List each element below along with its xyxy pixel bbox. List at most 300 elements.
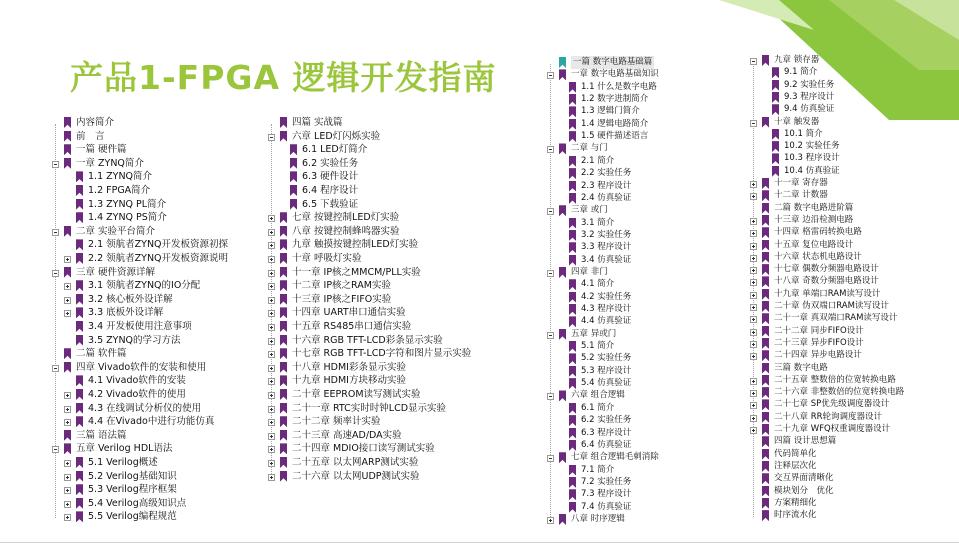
collapse-toggle-icon[interactable] [750, 120, 757, 127]
bookmark-icon [762, 387, 769, 398]
expand-toggle-icon[interactable] [268, 297, 275, 304]
bookmark-label: 二十四章 异步电路设计 [774, 350, 862, 361]
bookmark-label: 1.4 逻辑电路简介 [581, 118, 649, 129]
expand-toggle-icon[interactable] [268, 365, 275, 372]
bookmark-icon [569, 292, 576, 303]
bookmark-icon [64, 267, 71, 278]
expand-toggle-icon[interactable] [268, 378, 275, 385]
tree-guide-line [550, 64, 551, 521]
bookmark-label: 3.5 ZYNQ的学习方法 [88, 334, 181, 346]
tree-guide-line [753, 62, 754, 517]
collapse-toggle-icon[interactable] [547, 455, 554, 462]
bookmark-label: 二十六章 以太网UDP测试实验 [292, 470, 420, 482]
bookmark-label: 5.2 Verilog基础知识 [88, 470, 177, 482]
expand-toggle-icon[interactable] [64, 283, 71, 290]
bookmark-icon [76, 253, 83, 264]
bookmark-label: 6.3 程序设计 [581, 427, 632, 438]
bookmark-icon [280, 416, 287, 427]
bookmark-label: 二十五章 以太网ARP测试实验 [292, 457, 419, 468]
bookmark-label: 5.5 Verilog编程规范 [88, 511, 177, 523]
collapse-toggle-icon[interactable] [547, 208, 554, 215]
bookmark-icon [569, 279, 576, 290]
expand-toggle-icon[interactable] [268, 474, 275, 481]
bookmark-icon [569, 465, 576, 476]
bookmark-label: 二十五章 整数倍的位宽转换电路 [774, 374, 896, 385]
expand-toggle-icon[interactable] [750, 243, 757, 250]
expand-toggle-icon[interactable] [750, 329, 757, 336]
expand-toggle-icon[interactable] [750, 218, 757, 225]
bookmark-label: 六章 组合逻辑 [571, 390, 625, 401]
expand-toggle-icon[interactable] [268, 215, 275, 222]
expand-toggle-icon[interactable] [750, 415, 757, 422]
bookmark-label: 二篇 软件篇 [76, 348, 127, 360]
bookmark-icon [772, 166, 779, 177]
bookmark-label: 十八章 奇数分频器电路设计 [774, 276, 879, 287]
bookmark-icon [559, 205, 566, 216]
bookmark-icon [762, 313, 769, 324]
bookmark-icon [772, 141, 779, 152]
bookmark-label: 1.2 FPGA简介 [88, 185, 151, 196]
bookmark-icon [569, 106, 576, 117]
bookmark-label: 二十四章 MDIO接口读写测试实验 [292, 443, 435, 455]
bookmark-label: 4.2 实验任务 [581, 291, 632, 302]
bookmark-label: 十章 触发器 [774, 116, 820, 127]
bookmark-label: 九章 触摸按键控制LED灯实验 [292, 239, 419, 251]
bookmark-label: 交互界面清晰化 [774, 473, 834, 484]
bookmark-label: 4.4 在Vivado中进行功能仿真 [88, 416, 215, 428]
expand-toggle-icon[interactable] [64, 460, 71, 467]
bookmark-label: 十二章 IP核之RAM实验 [292, 280, 391, 292]
expand-toggle-icon[interactable] [268, 406, 275, 413]
bookmark-icon [280, 117, 287, 128]
bookmark-label: 内容简介 [76, 117, 115, 128]
expand-toggle-icon[interactable] [64, 474, 71, 481]
expand-toggle-icon[interactable] [547, 517, 554, 524]
expand-toggle-icon[interactable] [750, 353, 757, 360]
bookmark-icon [762, 510, 769, 521]
bookmark-label: 3.1 领航者ZYNQ的IO分配 [88, 280, 201, 292]
bookmark-label: 七章 按键控制LED灯实验 [292, 212, 400, 224]
collapse-toggle-icon[interactable] [52, 365, 59, 372]
bookmark-label: 十七章 RGB TFT-LCD字符和图片显示实验 [292, 348, 472, 360]
bookmark-label: 2.2 实验任务 [581, 168, 632, 179]
expand-toggle-icon[interactable] [750, 316, 757, 323]
bookmark-icon [559, 143, 566, 154]
bookmark-label: 四篇 设计思想篇 [774, 436, 837, 447]
bookmark-label: 十九章 HDMI方块移动实验 [292, 375, 406, 387]
page-title: 产品1-FPGA 逻辑开发指南 [70, 58, 497, 97]
bookmark-icon [76, 307, 83, 318]
bookmark-label: 十五章 复位电路设计 [774, 239, 854, 250]
expand-toggle-icon[interactable] [268, 433, 275, 440]
collapse-toggle-icon[interactable] [52, 446, 59, 453]
bookmark-icon [569, 193, 576, 204]
bookmark-label: 十六章 状态机电路设计 [774, 251, 862, 262]
collapse-toggle-icon[interactable] [268, 134, 275, 141]
bookmark-icon [76, 171, 83, 182]
collapse-toggle-icon[interactable] [750, 58, 757, 65]
bookmark-icon [762, 375, 769, 386]
expand-toggle-icon[interactable] [750, 378, 757, 385]
bookmark-icon [569, 82, 576, 93]
bookmark-label: 3.2 实验任务 [581, 229, 632, 240]
bookmark-icon [280, 348, 287, 359]
bookmark-label: 3.3 底板外设详解 [88, 307, 164, 319]
bookmark-icon [280, 267, 287, 278]
bookmark-icon [762, 190, 769, 201]
expand-toggle-icon[interactable] [268, 283, 275, 290]
bookmark-icon [290, 171, 297, 182]
bookmark-icon [569, 477, 576, 488]
bookmark-icon [64, 158, 71, 169]
bookmark-label: 4.3 程序设计 [581, 304, 632, 314]
bookmark-label: 方案精细化 [774, 497, 817, 508]
bookmark-label: 十九章 单端口RAM读写设计 [774, 288, 881, 299]
bookmark-icon [762, 240, 769, 251]
bookmark-label: 5.1 简介 [581, 341, 615, 352]
bookmark-label: 四篇 实战篇 [292, 117, 343, 128]
bookmark-icon [762, 178, 769, 189]
bookmark-icon [569, 341, 576, 352]
bookmark-icon [762, 461, 769, 472]
bookmark-icon [569, 353, 576, 364]
bookmark-icon [280, 239, 287, 250]
bookmark-label: 三章 或门 [571, 205, 608, 216]
bookmark-label: 9.1 简介 [784, 67, 818, 78]
bookmark-label: 6.1 LED灯简介 [302, 144, 368, 156]
expand-toggle-icon[interactable] [64, 297, 71, 304]
expand-toggle-icon[interactable] [750, 230, 757, 237]
bookmark-icon [762, 338, 769, 349]
bookmark-label: 5.4 Verilog高级知识点 [88, 497, 187, 509]
bookmark-icon [762, 350, 769, 361]
collapse-toggle-icon[interactable] [547, 393, 554, 400]
bookmark-icon [76, 212, 83, 223]
bookmark-icon [762, 264, 769, 275]
bookmark-icon [76, 389, 83, 400]
bookmark-icon [280, 443, 287, 454]
bookmark-icon [76, 335, 83, 346]
bookmark-label: 注释层次化 [774, 460, 817, 471]
bookmark-icon [569, 218, 576, 229]
bookmark-label: 八章 时序逻辑 [571, 513, 625, 524]
bookmark-icon [64, 348, 71, 359]
bookmark-label: 2.1 简介 [581, 155, 615, 166]
bookmark-icon [76, 280, 83, 291]
bookmark-icon [76, 294, 83, 305]
bookmark-label: 3.2 核心板外设详解 [88, 293, 173, 305]
bookmark-label: 二十七章 SP优先级调度器设计 [774, 399, 890, 410]
bookmark-label: 五章 Verilog HDL语法 [76, 443, 173, 455]
bookmark-icon [762, 412, 769, 423]
bookmark-label: 6.1 简介 [581, 402, 615, 413]
bookmark-label: 七章 组合逻辑毛刺消除 [571, 452, 659, 463]
bookmark-label: 一篇 硬件篇 [76, 144, 127, 156]
expand-toggle-icon[interactable] [750, 402, 757, 409]
bookmark-icon [280, 280, 287, 291]
bookmark-icon [569, 502, 576, 513]
collapse-toggle-icon[interactable] [52, 270, 59, 277]
bookmark-label: 5.2 实验任务 [581, 353, 632, 364]
bookmark-icon [64, 226, 71, 237]
bookmark-label: 6.4 仿真验证 [581, 439, 632, 450]
expand-toggle-icon[interactable] [750, 181, 757, 188]
bookmark-label: 9.2 实验任务 [784, 79, 835, 90]
collapse-toggle-icon[interactable] [52, 229, 59, 236]
bookmark-icon [569, 440, 576, 451]
bookmark-label: 二十一章 RTC实时时钟LCD显示实验 [292, 402, 447, 414]
bookmark-label: 六章 LED灯闪烁实验 [292, 130, 381, 142]
bookmark-label: 10.1 简介 [784, 128, 823, 139]
bookmark-icon [762, 289, 769, 300]
bookmark-label: 十八章 HDMI彩条显示实验 [292, 361, 406, 373]
bookmark-label: 二十八章 RR轮询调度器设计 [774, 411, 883, 422]
bookmark-icon [772, 153, 779, 164]
expand-toggle-icon[interactable] [268, 419, 275, 426]
bookmark-icon [280, 362, 287, 373]
bookmark-icon [569, 428, 576, 439]
bookmark-icon [569, 94, 576, 105]
bookmark-icon [76, 375, 83, 386]
bookmark-icon [569, 230, 576, 241]
bookmark-icon [76, 457, 83, 468]
bookmark-icon [569, 489, 576, 500]
bookmark-label: 7.1 简介 [581, 464, 615, 475]
expand-toggle-icon[interactable] [268, 270, 275, 277]
bookmark-icon [290, 185, 297, 196]
bookmark-label: 7.4 仿真验证 [581, 501, 632, 512]
bookmark-icon [569, 403, 576, 414]
bookmark-icon [569, 156, 576, 167]
bookmark-label: 4.1 Vivado软件的安装 [88, 375, 186, 387]
bookmark-icon [569, 131, 576, 142]
bookmark-icon [280, 294, 287, 305]
expand-toggle-icon[interactable] [268, 460, 275, 467]
bookmark-icon [569, 378, 576, 389]
expand-toggle-icon[interactable] [64, 514, 71, 521]
bookmark-label: 二十六章 非整数倍的位宽转换电路 [774, 387, 905, 398]
bookmark-icon [762, 399, 769, 410]
collapse-toggle-icon[interactable] [547, 332, 554, 339]
bookmark-label: 二十章 伪双端口RAM读写设计 [774, 301, 889, 311]
bookmark-icon [559, 57, 566, 68]
bookmark-label: 4.3 在线调试分析仪的使用 [88, 402, 202, 414]
bookmark-label: 四章 非门 [571, 266, 608, 277]
collapse-toggle-icon[interactable] [52, 161, 59, 168]
bookmark-icon [280, 212, 287, 223]
expand-toggle-icon[interactable] [268, 351, 275, 358]
bookmark-label: 三篇 语法篇 [76, 429, 127, 441]
bookmark-label: 1.3 逻辑门简介 [581, 106, 640, 117]
bookmark-icon [569, 181, 576, 192]
bookmark-icon [76, 199, 83, 210]
expand-toggle-icon[interactable] [64, 487, 71, 494]
bookmark-icon [280, 131, 287, 142]
bookmark-label: 二十九章 WFQ权重调度器设计 [774, 424, 891, 434]
expand-toggle-icon[interactable] [750, 193, 757, 200]
expand-toggle-icon[interactable] [268, 242, 275, 249]
bookmark-label: 十三章 边沿检测电路 [774, 214, 854, 225]
expand-toggle-icon[interactable] [64, 392, 71, 399]
bookmark-label: 二章 与门 [571, 143, 608, 154]
bookmark-label: 1.2 数字进制简介 [581, 94, 649, 105]
bookmark-icon [762, 326, 769, 337]
bookmark-icon [569, 415, 576, 426]
expand-toggle-icon[interactable] [750, 341, 757, 348]
bookmark-label: 6.2 实验任务 [581, 415, 632, 426]
bookmark-icon [280, 403, 287, 414]
bookmark-icon [762, 436, 769, 447]
bookmark-label: 2.1 领航者ZYNQ开发板资源初探 [88, 239, 229, 251]
bookmark-label: 五章 异或门 [571, 328, 617, 339]
bookmark-icon [76, 511, 83, 522]
bookmark-label: 1.3 ZYNQ PL简介 [88, 198, 167, 210]
bookmark-icon [64, 443, 71, 454]
expand-toggle-icon[interactable] [268, 446, 275, 453]
bookmark-icon [280, 226, 287, 237]
collapse-toggle-icon[interactable] [547, 270, 554, 277]
bookmark-label: 3.1 简介 [581, 217, 615, 228]
bookmark-label: 2.4 仿真验证 [581, 192, 632, 203]
bookmark-label: 9.3 程序设计 [784, 91, 835, 102]
bookmark-label: 二十三章 异步FIFO设计 [774, 337, 864, 348]
bookmark-icon [559, 452, 566, 463]
bookmark-label: 4.1 简介 [581, 279, 615, 290]
bookmark-icon [762, 363, 769, 374]
bookmark-icon [569, 255, 576, 266]
bookmark-label: 2.2 领航者ZYNQ开发板资源说明 [88, 253, 229, 264]
bookmark-icon [76, 471, 83, 482]
bookmark-icon [569, 316, 576, 327]
bookmark-label: 6.4 程序设计 [302, 185, 359, 196]
collapse-toggle-icon[interactable] [547, 146, 554, 153]
bookmark-icon [762, 227, 769, 238]
bookmark-label: 八章 按键控制蜂鸣器实验 [292, 225, 400, 237]
bookmark-icon [64, 362, 71, 373]
bookmark-label: 5.1 Verilog概述 [88, 457, 158, 468]
bookmark-label: 三篇 数字电路 [774, 362, 828, 373]
expand-toggle-icon[interactable] [268, 392, 275, 399]
expand-toggle-icon[interactable] [750, 390, 757, 397]
expand-toggle-icon[interactable] [268, 310, 275, 317]
bookmark-label: 十一章 寄存器 [774, 178, 828, 188]
expand-toggle-icon[interactable] [64, 256, 71, 263]
bookmark-label: 7.3 程序设计 [581, 489, 632, 500]
expand-toggle-icon[interactable] [750, 255, 757, 262]
bookmark-label: 十四章 UART串口通信实验 [292, 307, 406, 319]
expand-toggle-icon[interactable] [750, 267, 757, 274]
bookmark-label: 1.1 什么是数字电路 [581, 81, 657, 92]
bookmark-label: 代码简单化 [774, 448, 817, 459]
bookmark-icon [762, 203, 769, 214]
bookmark-icon [569, 119, 576, 130]
bookmark-icon [762, 498, 769, 509]
bookmark-icon [76, 484, 83, 495]
bookmark-icon [76, 416, 83, 427]
bookmark-label: 十一章 IP核之MMCM/PLL实验 [292, 266, 421, 278]
bookmark-label: 7.2 实验任务 [581, 476, 632, 487]
bookmark-label: 4.2 Vivado软件的使用 [88, 389, 186, 400]
bookmark-icon [762, 424, 769, 435]
tree-guide-line [55, 124, 56, 518]
bookmark-label: 一章 ZYNQ简介 [76, 157, 144, 169]
bookmark-icon [762, 473, 769, 484]
bookmark-icon [559, 69, 566, 80]
expand-toggle-icon[interactable] [268, 324, 275, 331]
expand-toggle-icon[interactable] [750, 292, 757, 299]
bookmark-icon [559, 267, 566, 278]
bookmark-icon [762, 117, 769, 128]
bookmark-label: 二十三章 高速AD/DA实验 [292, 429, 402, 441]
bookmark-label: 10.4 仿真验证 [784, 165, 840, 176]
bookmark-label: 十章 呼吸灯实验 [292, 253, 362, 264]
bookmark-icon [64, 117, 71, 128]
expand-toggle-icon[interactable] [64, 501, 71, 508]
bookmark-label: 10.3 程序设计 [784, 153, 840, 164]
bookmark-label: 6.5 下载验证 [302, 198, 359, 210]
bookmark-icon [76, 185, 83, 196]
bookmark-label: 十七章 偶数分频器电路设计 [774, 264, 879, 275]
expand-toggle-icon[interactable] [268, 229, 275, 236]
bookmark-icon [76, 498, 83, 509]
expand-toggle-icon[interactable] [750, 279, 757, 286]
bookmark-icon [559, 329, 566, 340]
bookmark-label: 一章 数字电路基础知识 [571, 69, 659, 80]
bookmark-label: 4.4 仿真验证 [581, 316, 632, 327]
bookmark-icon [64, 131, 71, 142]
expand-toggle-icon[interactable] [268, 256, 275, 263]
bookmark-label: 1.4 ZYNQ PS简介 [88, 212, 167, 224]
bookmark-icon [762, 486, 769, 497]
bookmark-label: 三章 硬件资源详解 [76, 266, 156, 278]
bookmark-icon [569, 242, 576, 253]
expand-toggle-icon[interactable] [64, 406, 71, 413]
bookmark-label: 5.4 仿真验证 [581, 378, 632, 389]
bookmark-icon [559, 514, 566, 525]
bookmark-icon [762, 276, 769, 287]
bookmark-label: 10.2 实验任务 [784, 141, 840, 152]
bookmark-label: 模块划分 优化 [774, 485, 834, 496]
expand-toggle-icon[interactable] [64, 310, 71, 317]
bookmark-icon [280, 430, 287, 441]
expand-toggle-icon[interactable] [64, 419, 71, 426]
bookmark-label: 十三章 IP核之FIFO实验 [292, 293, 392, 305]
bookmark-label: 二章 实验平台简介 [76, 225, 156, 237]
bookmark-label: 二十二章 同步FIFO设计 [774, 325, 864, 336]
bookmark-label: 九章 锁存器 [774, 55, 820, 65]
bookmark-label: 二十章 EEPROM读写测试实验 [292, 389, 421, 400]
collapse-toggle-icon[interactable] [547, 72, 554, 79]
bookmark-icon [569, 304, 576, 315]
bookmark-label: 6.2 实验任务 [302, 157, 359, 169]
expand-toggle-icon[interactable] [750, 304, 757, 311]
bookmark-label: 3.4 开发板使用注意事项 [88, 321, 192, 332]
bookmark-label: 前 言 [76, 130, 105, 142]
bookmark-icon [280, 307, 287, 318]
bookmark-label: 四章 Vivado软件的安装和使用 [76, 361, 207, 373]
bookmark-icon [762, 449, 769, 460]
bookmark-icon [280, 321, 287, 332]
expand-toggle-icon[interactable] [268, 338, 275, 345]
bookmark-label: 1.5 硬件描述语言 [581, 131, 649, 142]
expand-toggle-icon[interactable] [750, 427, 757, 434]
bookmark-label: 十四章 格雷码转换电路 [774, 227, 862, 238]
bookmark-label: 二十一章 真双端口RAM读写设计 [774, 313, 898, 324]
bookmark-icon [64, 144, 71, 155]
bookmark-icon [559, 390, 566, 401]
bookmark-icon [290, 199, 297, 210]
bookmark-label: 9.4 仿真验证 [784, 104, 835, 115]
